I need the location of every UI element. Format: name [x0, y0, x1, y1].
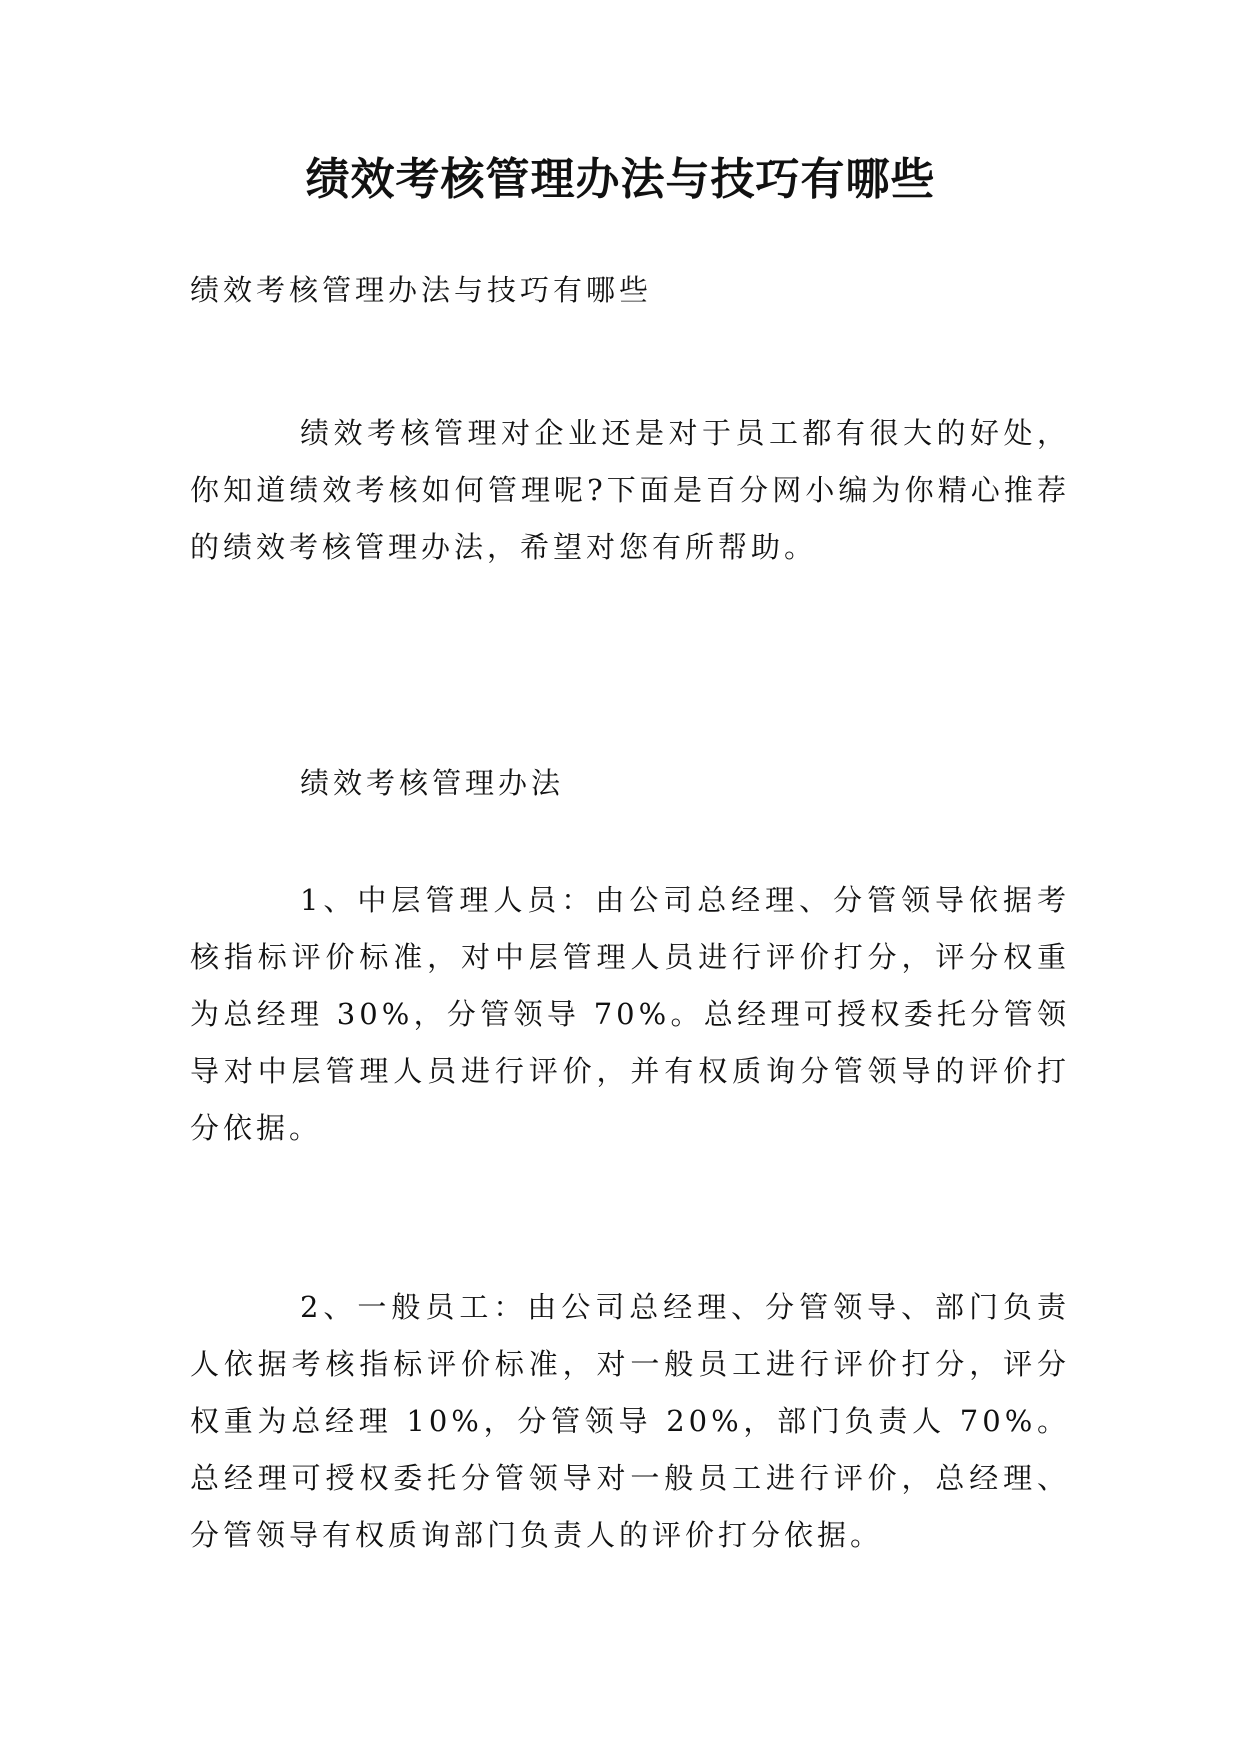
item-2-paragraph: 2、一般员工：由公司总经理、分管领导、部门负责人依据考核指标评价标准，对一般员工进行评价打分，评分权重为总经理 10%，分管领导 20%，部门负责人 70%。总经理可授权委托分管领导对一般员工进行评价，总经理、分管领导有权质询部门负责人的评价打分依据。	[190, 1290, 1070, 1552]
item-1-paragraph: 1、中层管理人员：由公司总经理、分管领导依据考核指标评价标准，对中层管理人员进行评价打分，评分权重为总经理 30%，分管领导 70%。总经理可授权委托分管领导对中层管理人员进行评价，并有权质询分管领导的评价打分依据。	[190, 883, 1070, 1145]
document-subtitle: 绩效考核管理办法与技巧有哪些	[190, 273, 653, 307]
intro-paragraph: 绩效考核管理对企业还是对于员工都有很大的好处，你知道绩效考核如何管理呢?下面是百分网小编为你精心推荐的绩效考核管理办法，希望对您有所帮助。	[190, 416, 1070, 564]
section-heading: 绩效考核管理办法	[300, 766, 565, 800]
document-title: 绩效考核管理办法与技巧有哪些	[305, 154, 936, 205]
